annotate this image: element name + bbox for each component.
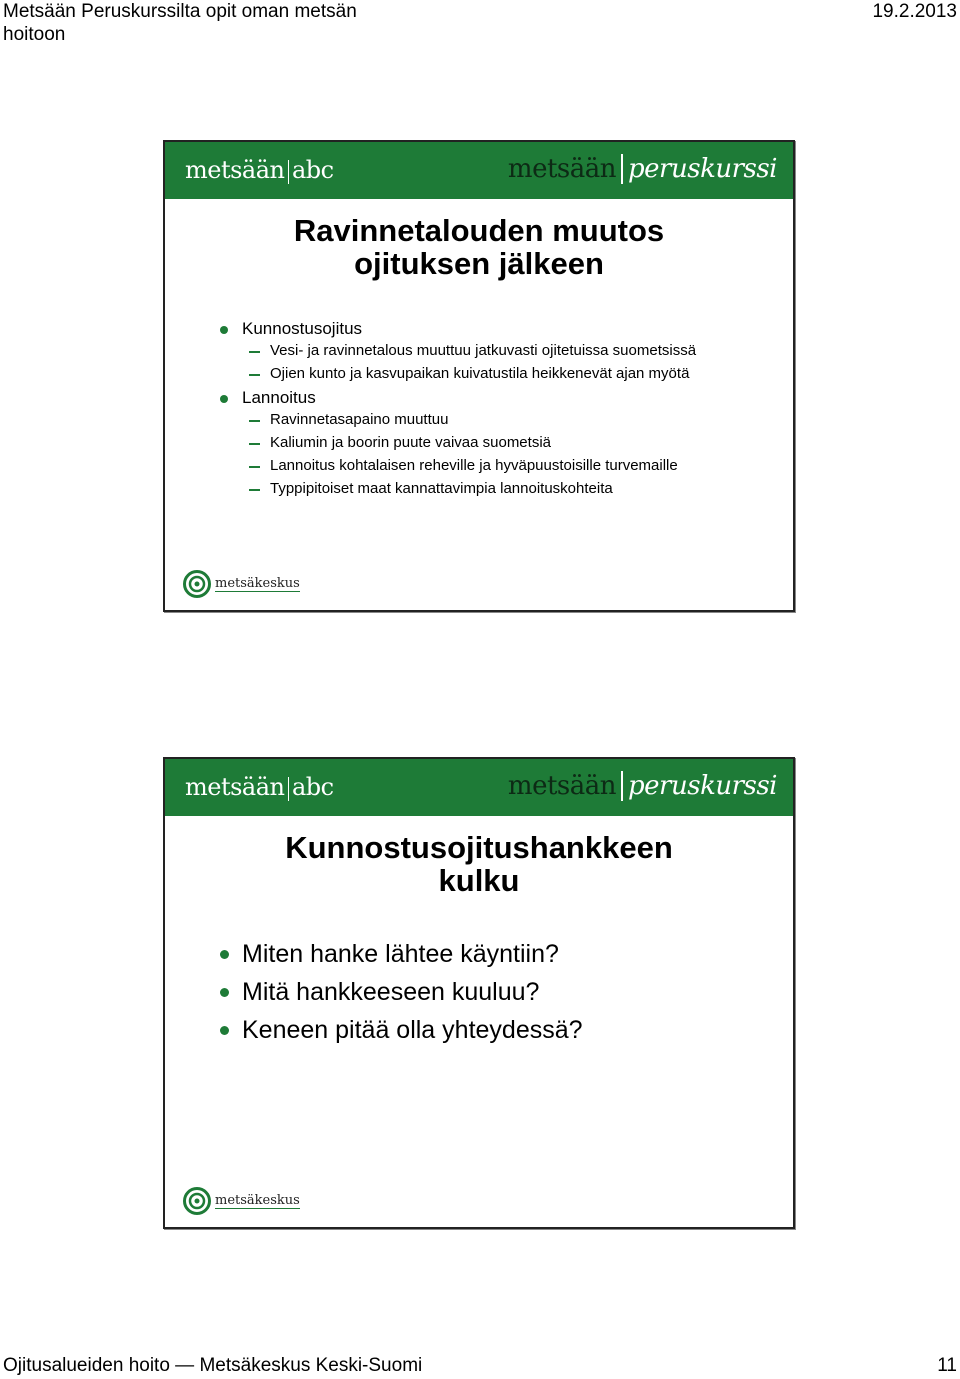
logo-word: metsään [507, 771, 617, 801]
logo-word: metsään [185, 773, 285, 801]
page-number: 11 [937, 1355, 957, 1376]
sub-bullet-item: Kaliumin ja boorin puute vaivaa suometsiä [215, 434, 773, 452]
bullet-item: Miten hanke lähtee käyntiin? [215, 939, 773, 969]
sub-bullet-item: Ravinnetasapaino muuttuu [215, 411, 773, 429]
logo-word: peruskurssi [628, 771, 777, 801]
slide-banner [165, 142, 793, 199]
logo-word: abc [292, 773, 334, 801]
sub-bullet-item: Ojien kunto ja kasvupaikan kuivatustila heikkenevät ajan myötä [215, 365, 773, 383]
bullet-item: Mitä hankkeeseen kuuluu? [215, 977, 773, 1007]
logo-divider [288, 160, 290, 184]
slide-title-line: Ravinnetalouden muutos [293, 213, 665, 248]
metsaan-abc-logo [185, 773, 334, 801]
metsakeskus-logo [183, 570, 300, 598]
sub-bullet-item: Lannoitus kohtalaisen reheville ja hyväpuustoisille turvemaille [215, 457, 773, 475]
metsakeskus-target-icon [183, 570, 211, 598]
slide-title-line: kulku [438, 863, 520, 898]
slide-title [165, 831, 793, 897]
logo-word: peruskurssi [628, 154, 777, 184]
document-footer-text: Ojitusalueiden hoito — Metsäkeskus Keski-Suomi [3, 1355, 423, 1376]
logo-word: metsään [185, 156, 285, 184]
document-header-title: Metsään Peruskurssilta opit oman metsän hoitoon [3, 1, 357, 45]
logo-divider [621, 771, 623, 801]
slide-banner [165, 759, 793, 816]
sub-bullet-item: Typpipitoiset maat kannattavimpia lannoituskohteita [215, 480, 773, 498]
sub-bullet-item: Vesi- ja ravinnetalous muuttuu jatkuvasti ojitetuissa suometsissä [215, 342, 773, 360]
metsaan-peruskurssi-logo [508, 154, 777, 184]
metsakeskus-wordmark: metsäkeskus [215, 1193, 300, 1208]
logo-word: metsään [507, 154, 617, 184]
slide-title [165, 214, 793, 280]
metsakeskus-logo [183, 1187, 300, 1215]
bullet-list [215, 319, 773, 503]
slide-1 [163, 140, 795, 612]
metsaan-abc-logo [185, 156, 334, 184]
metsakeskus-wordmark: metsäkeskus [215, 576, 300, 591]
bullet-item: Kunnostusojitus [215, 319, 773, 339]
bullet-item: Keneen pitää olla yhteydessä? [215, 1015, 773, 1045]
document-header-date: 19.2.2013 [872, 1, 957, 22]
metsaan-peruskurssi-logo [508, 771, 777, 801]
metsakeskus-target-icon [183, 1187, 211, 1215]
bullet-list [215, 939, 773, 1053]
slide-2 [163, 757, 795, 1229]
bullet-item: Lannoitus [215, 388, 773, 408]
slide-title-line: Kunnostusojitushankkeen [285, 830, 673, 865]
logo-word: abc [292, 156, 334, 184]
logo-divider [621, 154, 623, 184]
logo-divider [288, 777, 290, 801]
slide-title-line: ojituksen jälkeen [354, 246, 604, 281]
